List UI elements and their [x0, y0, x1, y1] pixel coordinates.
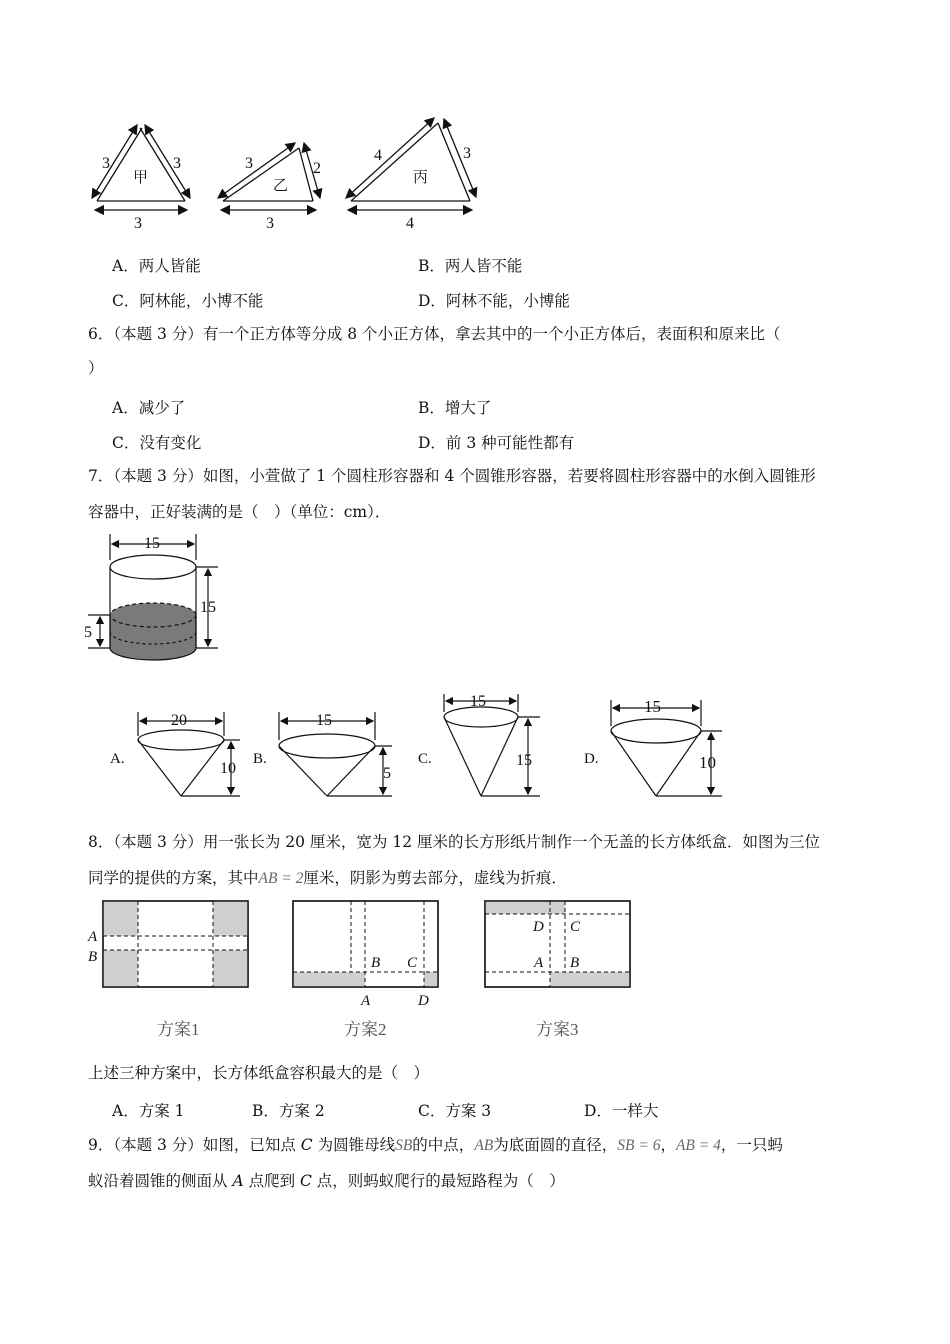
plan-3-point-c: C	[570, 919, 581, 935]
q9-l1-b: 为圆锥母线	[312, 1136, 396, 1154]
cone-a	[138, 712, 240, 796]
q8-stem-line2-a: 同学的提供的方案，其中	[88, 869, 259, 887]
q6-stem-line2: ）	[88, 359, 104, 377]
q8-option-b[interactable]: B．方案 2	[252, 1102, 325, 1120]
jia-side-right: 3	[173, 155, 181, 172]
q5-option-c[interactable]: C．阿林能，小博不能	[112, 292, 264, 310]
q9-point-a: A	[232, 1172, 244, 1190]
plan-1-diagram	[87, 901, 248, 987]
cylinder-height: 15	[200, 599, 216, 616]
plan-1-caption: 方案1	[157, 1020, 200, 1039]
triangles-figure	[80, 110, 500, 235]
box-plans-figure	[80, 895, 640, 1045]
q9-math-ab4: AB = 4	[675, 1137, 721, 1154]
bing-side-bottom: 4	[406, 215, 414, 232]
q7-stem-line2: 容器中，正好装满的是（ ）（单位：cm）．	[88, 503, 391, 521]
q5-option-a[interactable]: A．两人皆能	[112, 257, 201, 275]
q9-l1-a: 9．（本题 3 分）如图，已知点	[88, 1136, 301, 1154]
jia-side-left: 3	[102, 155, 110, 172]
plan-2-point-d: D	[418, 993, 429, 1009]
q8-ab-math: AB = 2	[258, 870, 304, 887]
q8-stem-line1: 8．（本题 3 分）用一张长为 20 厘米，宽为 12 厘米的长方形纸片制作一个无盖的长方体纸盒．如图为三位	[88, 833, 820, 851]
yi-side-bottom: 3	[266, 215, 274, 232]
q6-option-a[interactable]: A．减少了	[112, 399, 186, 417]
cone-a-label: A.	[110, 751, 125, 767]
yi-side-left: 3	[245, 155, 253, 172]
q9-l2-a: 蚁沿着圆锥的侧面从	[88, 1172, 233, 1190]
q8-option-c[interactable]: C．方案 3	[418, 1102, 492, 1120]
plan-2-point-c: C	[407, 955, 418, 971]
q9-l1-c: 的中点，	[412, 1136, 475, 1154]
q9-stem-line1	[88, 1135, 783, 1156]
cone-c-label: C.	[418, 751, 432, 767]
plan-1-point-a: A	[88, 929, 98, 945]
cone-c	[444, 694, 540, 796]
q6-option-d[interactable]: D．前 3 种可能性都有	[418, 434, 575, 452]
triangle-bing	[346, 118, 476, 210]
cone-b-diameter: 15	[316, 712, 332, 729]
plan-2-point-a: A	[361, 993, 371, 1009]
plan-2-diagram	[293, 901, 438, 1009]
cylinder-figure	[80, 530, 230, 670]
cone-c-height: 15	[516, 752, 532, 769]
q8-question: 上述三种方案中，长方体纸盒容积最大的是（ ）	[88, 1064, 430, 1082]
q7-stem-line1: 7．（本题 3 分）如图，小萱做了 1 个圆柱形容器和 4 个圆锥形容器，若要将圆柱形容器中的水倒入圆锥形	[88, 467, 816, 485]
cylinder-water-level: 5	[84, 624, 92, 641]
q9-point-c2: C	[300, 1172, 312, 1190]
cone-d-diameter: 15	[644, 697, 661, 716]
q9-comma: ，	[660, 1136, 676, 1154]
cone-a-diameter: 20	[171, 712, 187, 729]
plan-3-caption: 方案3	[536, 1020, 579, 1039]
q9-math-sb: SB	[395, 1137, 413, 1154]
plan-2-point-b: B	[371, 955, 381, 971]
q5-option-d[interactable]: D．阿林不能，小博能	[418, 292, 570, 310]
q8-option-a[interactable]: A．方案 1	[112, 1102, 185, 1120]
q8-stem-line2-b: 厘米，阴影为剪去部分，虚线为折痕．	[303, 869, 567, 887]
q9-math-ab: AB	[474, 1137, 494, 1154]
q5-option-b[interactable]: B．两人皆不能	[418, 257, 523, 275]
plan-1-point-b: B	[88, 949, 98, 965]
cone-d	[611, 700, 722, 796]
q6-stem-line1: 6．（本题 3 分）有一个正方体等分成 8 个小正方体，拿去其中的一个小正方体后，表面积和原来比（	[88, 325, 781, 343]
q9-math-sb6: SB = 6	[617, 1137, 661, 1154]
q9-l1-e: ，一只蚂	[720, 1136, 783, 1154]
plan-3-point-d: D	[533, 919, 544, 935]
jia-label: 甲	[133, 170, 149, 186]
q6-option-b[interactable]: B．增大了	[418, 399, 492, 417]
cone-b	[279, 712, 392, 796]
q8-stem-line2	[88, 868, 567, 889]
q9-point-c: C	[300, 1136, 313, 1154]
cones-figure	[100, 690, 740, 805]
q9-l2-b: 点爬到	[243, 1172, 300, 1190]
cone-a-height: 10	[220, 760, 236, 777]
q9-l2-c: 点，则蚂蚁爬行的最短路程为（ ）	[311, 1172, 565, 1190]
cone-b-height: 5	[383, 765, 391, 782]
q9-l1-d: 为底面圆的直径，	[493, 1136, 618, 1154]
cone-b-label: B.	[253, 751, 267, 767]
plan-2-caption: 方案2	[344, 1020, 387, 1039]
cone-c-diameter: 15	[470, 693, 486, 710]
triangle-yi	[218, 143, 320, 210]
q6-option-c[interactable]: C．没有变化	[112, 434, 202, 452]
jia-side-bottom: 3	[134, 215, 142, 232]
plan-3-point-a: A	[534, 955, 544, 971]
yi-side-right: 2	[313, 160, 321, 177]
cone-d-label: D.	[584, 751, 599, 767]
yi-label: 乙	[273, 178, 289, 194]
cone-d-height: 10	[699, 753, 716, 772]
q8-option-d[interactable]: D．一样大	[584, 1102, 659, 1120]
q9-stem-line2	[88, 1171, 565, 1191]
bing-side-left: 4	[374, 147, 382, 164]
bing-side-right: 3	[463, 145, 471, 162]
bing-label: 丙	[413, 170, 429, 186]
plan-3-diagram	[485, 901, 630, 987]
plan-3-point-b: B	[570, 955, 580, 971]
cylinder-diameter: 15	[144, 535, 160, 552]
